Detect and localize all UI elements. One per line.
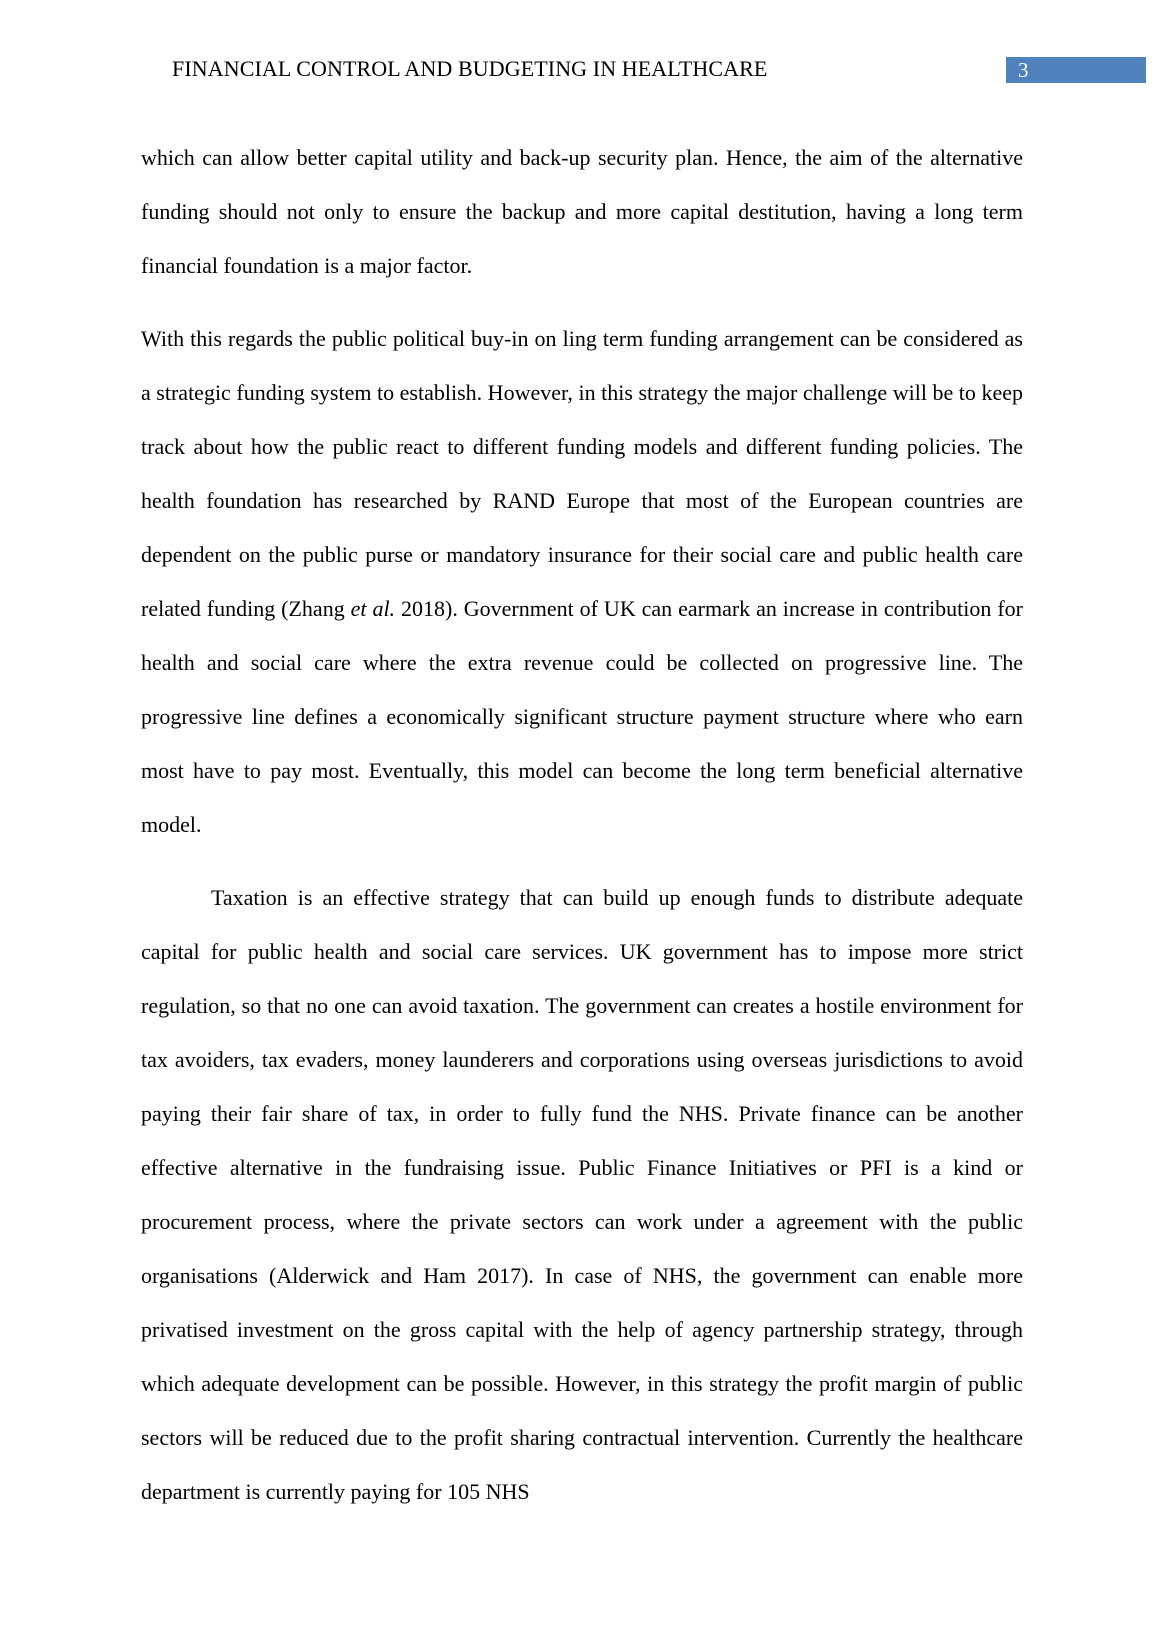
paragraph-2 — [141, 312, 1023, 852]
paragraph-1: which can allow better capital utility and back-up security plan. Hence, the aim of the alternative funding should not only to ensure the backup and more capital destitution, having a long term financial foundation is a major factor. — [141, 145, 1023, 278]
citation-et-al: et al. — [350, 596, 396, 621]
running-head: FINANCIAL CONTROL AND BUDGETING IN HEALTHCARE — [172, 56, 768, 81]
document-body — [141, 131, 1023, 1538]
page-number: 3 — [1006, 57, 1146, 83]
paragraph-2-text-end: 2018). Government of UK can earmark an increase in contribution for health and social care where the extra revenue could be collected on progressive line. The progressive line defines a economically significant structure payment structure where who earn most have to pay most. Eventually, this model can become the long term beneficial alternative model. — [141, 596, 1023, 837]
paragraph-3: Taxation is an effective strategy that can build up enough funds to distribute adequate capital for public health and social care services. UK government has to impose more strict regulation, so that no one can avoid taxation. The government can creates a hostile environment for tax avoiders, tax evaders, money launderers and corporations using overseas jurisdictions to avoid paying their fair share of tax, in order to fully fund the NHS. Private finance can be another effective alternative in the fundraising issue. Public Finance Initiatives or PFI is a kind or procurement process, where the private sectors can work under a agreement with the public organisations (Alderwick and Ham 2017). In case of NHS, the government can enable more privatised investment on the gross capital with the help of agency partnership strategy, through which adequate development can be possible. However, in this strategy the profit margin of public sectors will be reduced due to the profit sharing contractual intervention. Currently the healthcare department is currently paying for 105 NHS — [141, 885, 1023, 1504]
paragraph-2-text-start: With this regards the public political buy-in on ling term funding arrangement can be considered as a strategic funding system to establish. However, in this strategy the major challenge will be to keep track about how the public react to different funding models and different funding policies. The health foundation has researched by RAND Europe that most of the European countries are dependent on the public purse or mandatory insurance for their social care and public health care related funding (Zhang — [141, 326, 1023, 621]
